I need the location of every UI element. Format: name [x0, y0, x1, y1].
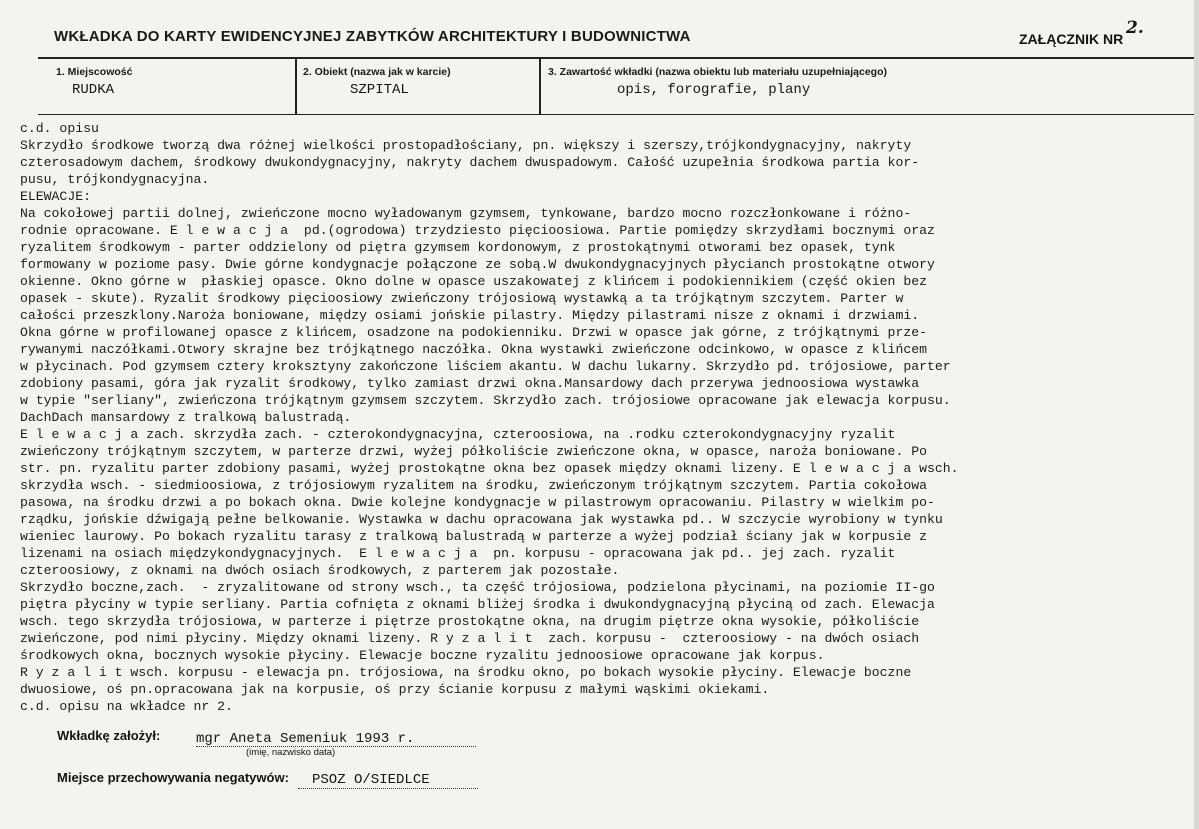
description-line: rywanymi naczółkami.Otwory skrajne bez trójkątnego naczółka. Okna wystawki zwieńczone odcinkowo, w opasce z klińcem [20, 342, 927, 357]
description-line: c.d. opisu na wkładce nr 2. [20, 699, 233, 714]
description-line: ELEWACJE: [20, 189, 91, 204]
description-line: rodnie opracowane. E l e w a c j a pd.(ogrodowa) trzydziesto pięcioosiowa. Partie pomiędzy skrzydłami bocznymi oraz [20, 223, 935, 238]
description-line: pusu, trójkondygnacyjna. [20, 172, 210, 187]
description-line: wieniec laurowy. Po bokach ryzalitu tarasy z tralkową balustradą w parterze a wyżej podział ściany jak w korpusie z [20, 529, 927, 544]
description-line: całości przeszklony.Naroża boniowane, między osiami jońskie pilastry. Między pilastrami nisze z oknami i drzwiami. [20, 308, 920, 323]
negatives-dotted-line [298, 788, 478, 789]
locality-value: RUDKA [72, 82, 115, 98]
description-line: środkowych okna, bocznych wysokie płyciny. Elewacje boczne ryzalitu jednoosiowe opracowane jak korpus. [20, 648, 825, 663]
sheet-edge [1194, 0, 1199, 829]
author-label: Wkładkę założył: [57, 728, 161, 743]
description-line: zdobiony pasami, góra jak ryzalit środkowy, tylko zamiast drzwi okna.Mansardowy dach przerywa jednoosiowa wystawka [20, 376, 920, 391]
description-line: w płycinach. Pod gzymsem cztery kroksztyny zakończone liściem akantu. W dachu lukarny. Skrzydło pd. trójosiowe, parter [20, 359, 951, 374]
author-hint: (imię, nazwisko data) [246, 747, 336, 758]
description-line: formowany w poziome pasy. Dwie górne kondygnacje połączone ze sobą.W dwukondygnacyjnych płycianch prostokątne otwory [20, 257, 935, 272]
description-text [20, 120, 1199, 715]
field-divider-2 [539, 58, 541, 114]
form-title: WKŁADKA DO KARTY EWIDENCYJNEJ ZABYTKÓW ARCHITEKTURY I BUDOWNICTWA [54, 28, 691, 45]
description-line: Skrzydło środkowe tworzą dwa różnej wielkości prostopadłościany, pn. większy i szerszy,trójkondygnacyjny, nakryty [20, 138, 912, 153]
description-line: w typie "serliany", zwieńczona trójkątnym gzymsem szczytem. Skrzydło zach. trójosiowe opracowane jak elewacja korpusu. [20, 393, 951, 408]
description-line: opasek - skute). Ryzalit środkowy pięcioosiowy zwieńczony trójosiową wystawką a ta trójkątnym szczytem. Parter w [20, 291, 904, 306]
description-line: zwieńczone, pod nimi płyciny. Między oknami lizeny. R y z a l i t zach. korpusu - czteroosiowy - na dwóch osiach [20, 631, 920, 646]
annex-number: 2. [1126, 18, 1144, 38]
description-line: R y z a l i t wsch. korpusu - elewacja pn. trójosiowa, na środku okno, po bokach wysokie płyciny. Elewacje boczne [20, 665, 912, 680]
description-line: piętra płyciny w typie serliany. Partia cofnięta z oknami bliżej środka i dwukondygnacyjną płyciną od zach. Elewacja [20, 597, 935, 612]
description-line: str. pn. ryzalitu parter zdobiony pasami, wyżej prostokątne okna bez opasek między oknami lizeny. E l e w a c j a wsch. [20, 461, 959, 476]
description-line: rządku, jońskie dźwigają pełne belkowanie. Wystawka w dachu opracowana jak wystawka pd.. W szczycie wyrobiony w tynku [20, 512, 943, 527]
annex-label: ZAŁĄCZNIK NR [1019, 31, 1124, 47]
contents-label: 3. Zawartość wkładki (nazwa obiektu lub materiału uzupełniającego) [548, 66, 887, 78]
description-line: Skrzydło boczne,zach. - zryzalitowane od strony wsch., ta część trójosiowa, podzielona płycinami, na poziomie II-go [20, 580, 935, 595]
description-line: pasowa, na środku drzwi a po bokach okna. Dwie kolejne kondygnacje w pilastrowym opracowaniu. Pilastry w wielkim po- [20, 495, 935, 510]
contents-value: opis, forografie, plany [617, 82, 811, 98]
description-line: dwuosiowe, oś pn.opracowana jak na korpusie, oś przy ścianie korpusu z małymi wąskimi okiekami. [20, 682, 770, 697]
description-line: ryzalitem środkowym - parter oddzielony od piętra gzymsem kordonowym, z prostokątnymi otworami bez opasek, tynk [20, 240, 896, 255]
description-line: skrzydła wsch. - siedmioosiowa, z trójosiowym ryzalitem na środku, zwieńczonym trójkątnym szczytem. Partia cokołowa [20, 478, 927, 493]
negatives-label: Miejsce przechowywania negatywów: [57, 770, 289, 785]
description-line: czteroosiowy, z oknami na dwóch osiach środkowych, z parterem jak pozostałe. [20, 563, 620, 578]
description-line: c.d. opisu [20, 121, 99, 136]
object-label: 2. Obiekt (nazwa jak w karcie) [303, 66, 451, 78]
description-line: Okna górne w profilowanej opasce z klińcem, osadzone na podokienniku. Drzwi w opasce jak górne, z trójkątnymi prze- [20, 325, 927, 340]
description-line: DachDach mansardowy z tralkową balustradą. [20, 410, 352, 425]
description-line: czterosadowym dachem, środkowy dwukondygnacyjny, nakryty dachem dwuspadowym. Całość uzupełnia środkowa partia kor- [20, 155, 920, 170]
description-line: E l e w a c j a zach. skrzydła zach. - czterokondygnacyjna, czteroosiowa, na .rodku czterokondygnacyjny ryzalit [20, 427, 896, 442]
field-divider-1 [295, 58, 297, 114]
description-line: zwieńczony trójkątnym szczytem, w parterze drzwi, wyżej półkoliście zwieńczone okna, w opasce, naroża boniowane. Po [20, 444, 927, 459]
author-dotted-line [196, 746, 476, 747]
description-line: okienne. Okno górne w płaskiej opasce. Okno dolne w opasce uszakowatej z klińcem i podokiennikiem (część okien bez [20, 274, 927, 289]
description-line: lizenami na osiach międzykondygnacyjnych. E l e w a c j a pn. korpusu - opracowana jak pd.. jej zach. ryzalit [20, 546, 896, 561]
locality-label: 1. Miejscowość [56, 66, 133, 78]
object-value: SZPITAL [350, 82, 409, 98]
description-line: Na cokołowej partii dolnej, zwieńczone mocno wyładowanym gzymsem, tynkowane, bardzo mocno rozczłonkowane i różno- [20, 206, 912, 221]
author-value: mgr Aneta Semeniuk 1993 r. [196, 731, 415, 747]
description-line: wsch. tego skrzydła trójosiowa, w parterze i piętrze prostokątne okna, na drugim piętrze okna wysokie, półkoliście [20, 614, 920, 629]
negatives-value: PSOZ O/SIEDLCE [312, 772, 430, 788]
